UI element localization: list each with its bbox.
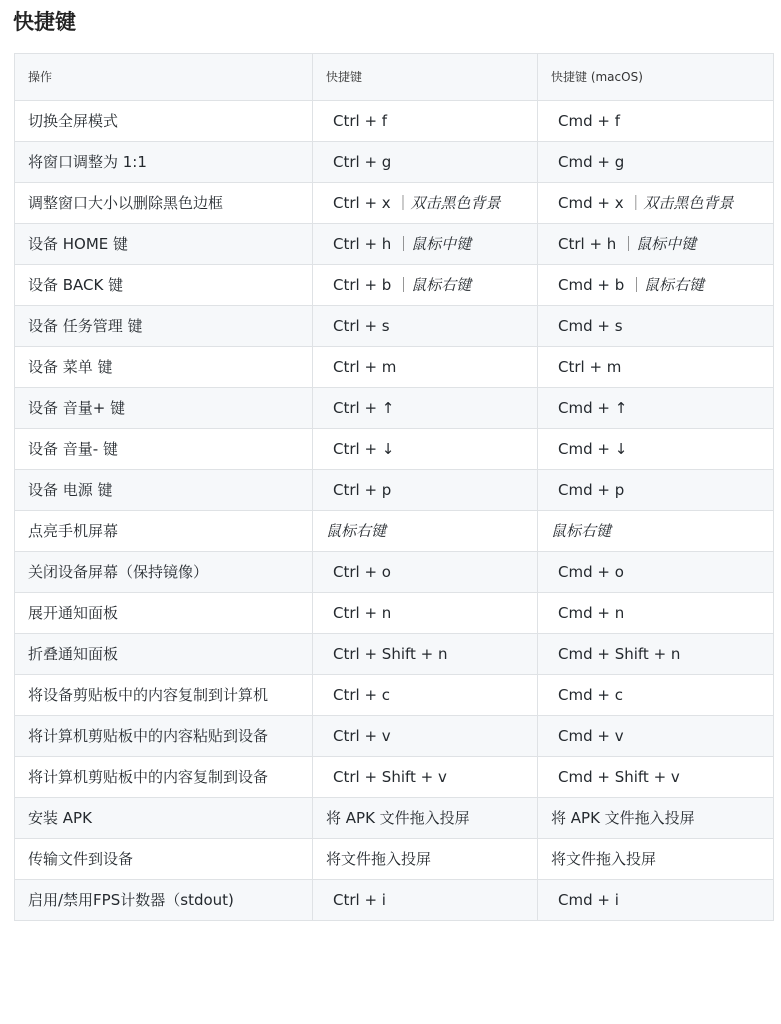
key-combo: Cmd + x	[558, 194, 624, 212]
shortcut-cell	[313, 470, 538, 511]
shortcut-macos-cell	[538, 142, 774, 183]
shortcut-cell	[313, 634, 538, 675]
key-combo: Cmd + Shift + v	[558, 768, 680, 786]
shortcut-cell	[313, 429, 538, 470]
header-shortcut: 快捷键	[313, 54, 538, 101]
mouse-action: 鼠标右键	[326, 522, 387, 540]
key-combo: Ctrl + Shift + n	[333, 645, 448, 663]
key-combo: Cmd + Shift + n	[558, 645, 681, 663]
key-combo: Ctrl + n	[333, 604, 392, 622]
key-combo: Ctrl + f	[333, 112, 388, 130]
separator: ｜	[616, 235, 637, 253]
mouse-action: 双击黑色背景	[410, 194, 501, 212]
shortcut-cell	[313, 511, 538, 552]
table-row	[15, 511, 774, 552]
mouse-action: 鼠标右键	[644, 276, 705, 294]
action-cell: 将计算机剪贴板中的内容粘贴到设备	[15, 716, 313, 757]
key-combo: Ctrl + ↓	[333, 440, 395, 458]
key-combo: Ctrl + h	[333, 235, 392, 253]
shortcut-cell	[313, 757, 538, 798]
shortcut-cell	[313, 593, 538, 634]
shortcut-cell	[313, 142, 538, 183]
mouse-action: 鼠标右键	[551, 522, 612, 540]
table-row	[15, 593, 774, 634]
table-row	[15, 183, 774, 224]
shortcut-cell	[313, 347, 538, 388]
table-row	[15, 798, 774, 839]
shortcut-cell	[313, 552, 538, 593]
key-combo: Cmd + f	[558, 112, 620, 130]
key-combo: Cmd + ↑	[558, 399, 628, 417]
shortcut-macos-cell	[538, 306, 774, 347]
table-row	[15, 347, 774, 388]
shortcut-macos-cell	[538, 265, 774, 306]
table-row	[15, 757, 774, 798]
mouse-action: 鼠标中键	[411, 235, 472, 253]
separator: ｜	[391, 235, 412, 253]
table-row	[15, 839, 774, 880]
key-combo: Ctrl + m	[558, 358, 622, 376]
key-combo: Ctrl + g	[333, 153, 392, 171]
shortcut-macos-cell	[538, 511, 774, 552]
mouse-action: 鼠标右键	[411, 276, 472, 294]
table-row	[15, 716, 774, 757]
header-shortcut-macos: 快捷键 (macOS)	[538, 54, 774, 101]
shortcut-macos-cell	[538, 880, 774, 921]
shortcut-macos-cell	[538, 757, 774, 798]
table-row	[15, 552, 774, 593]
action-cell: 调整窗口大小以删除黑色边框	[15, 183, 313, 224]
separator: ｜	[623, 194, 644, 212]
key-combo: Cmd + ↓	[558, 440, 628, 458]
key-combo: Ctrl + m	[333, 358, 397, 376]
shortcut-macos-cell	[538, 347, 774, 388]
action-cell: 将设备剪贴板中的内容复制到计算机	[15, 675, 313, 716]
action-cell: 启用/禁用FPS计数器（stdout)	[15, 880, 313, 921]
action-cell: 设备 音量+ 键	[15, 388, 313, 429]
action-cell: 安装 APK	[15, 798, 313, 839]
table-row	[15, 429, 774, 470]
table-header-row	[15, 54, 774, 101]
mouse-action: 双击黑色背景	[643, 194, 734, 212]
shortcut-macos-cell	[538, 593, 774, 634]
instruction-text: 将文件拖入投屏	[326, 850, 432, 868]
separator: ｜	[624, 276, 645, 294]
shortcut-cell	[313, 839, 538, 880]
shortcut-cell	[313, 716, 538, 757]
key-combo: Cmd + i	[558, 891, 619, 909]
action-cell: 切换全屏模式	[15, 101, 313, 142]
shortcut-cell	[313, 101, 538, 142]
shortcut-cell	[313, 183, 538, 224]
key-combo: Cmd + c	[558, 686, 623, 704]
shortcut-macos-cell	[538, 224, 774, 265]
action-cell: 设备 任务管理 键	[15, 306, 313, 347]
table-row	[15, 634, 774, 675]
shortcut-cell	[313, 675, 538, 716]
shortcut-cell	[313, 265, 538, 306]
key-combo: Ctrl + c	[333, 686, 391, 704]
page-title: 快捷键	[13, 10, 76, 34]
shortcut-macos-cell	[538, 388, 774, 429]
separator: ｜	[391, 276, 412, 294]
action-cell: 关闭设备屏幕（保持镜像）	[15, 552, 313, 593]
key-combo: Ctrl + ↑	[333, 399, 395, 417]
key-combo: Ctrl + o	[333, 563, 391, 581]
key-combo: Cmd + p	[558, 481, 625, 499]
table-row	[15, 675, 774, 716]
key-combo: Ctrl + b	[333, 276, 392, 294]
key-combo: Cmd + v	[558, 727, 624, 745]
action-cell: 点亮手机屏幕	[15, 511, 313, 552]
action-cell: 将计算机剪贴板中的内容复制到设备	[15, 757, 313, 798]
instruction-text: 将文件拖入投屏	[551, 850, 657, 868]
table-row	[15, 470, 774, 511]
key-combo: Cmd + n	[558, 604, 625, 622]
key-combo: Ctrl + h	[558, 235, 617, 253]
shortcut-cell	[313, 388, 538, 429]
action-cell: 折叠通知面板	[15, 634, 313, 675]
action-cell: 展开通知面板	[15, 593, 313, 634]
shortcut-table	[14, 53, 774, 921]
shortcut-cell	[313, 306, 538, 347]
shortcut-macos-cell	[538, 675, 774, 716]
header-action: 操作	[15, 54, 313, 101]
shortcut-macos-cell	[538, 470, 774, 511]
table-row	[15, 101, 774, 142]
shortcut-macos-cell	[538, 429, 774, 470]
key-combo: Cmd + g	[558, 153, 625, 171]
table-row	[15, 388, 774, 429]
table-row	[15, 265, 774, 306]
table-row	[15, 224, 774, 265]
table-row	[15, 880, 774, 921]
key-combo: Ctrl + x	[333, 194, 391, 212]
key-combo: Ctrl + Shift + v	[333, 768, 447, 786]
action-cell: 将窗口调整为 1:1	[15, 142, 313, 183]
shortcut-macos-cell	[538, 716, 774, 757]
key-combo: Cmd + b	[558, 276, 625, 294]
table-body	[15, 101, 774, 921]
table-row	[15, 306, 774, 347]
instruction-text: 将 APK 文件拖入投屏	[551, 809, 695, 827]
shortcut-macos-cell	[538, 101, 774, 142]
key-combo: Ctrl + p	[333, 481, 392, 499]
shortcut-cell	[313, 880, 538, 921]
table-row	[15, 142, 774, 183]
shortcut-macos-cell	[538, 552, 774, 593]
key-combo: Ctrl + i	[333, 891, 386, 909]
action-cell: 设备 音量- 键	[15, 429, 313, 470]
mouse-action: 鼠标中键	[636, 235, 697, 253]
action-cell: 设备 电源 键	[15, 470, 313, 511]
key-combo: Ctrl + v	[333, 727, 391, 745]
instruction-text: 将 APK 文件拖入投屏	[326, 809, 470, 827]
shortcut-macos-cell	[538, 634, 774, 675]
shortcut-macos-cell	[538, 183, 774, 224]
action-cell: 设备 HOME 键	[15, 224, 313, 265]
key-combo: Cmd + s	[558, 317, 623, 335]
shortcut-macos-cell	[538, 798, 774, 839]
action-cell: 设备 BACK 键	[15, 265, 313, 306]
action-cell: 设备 菜单 键	[15, 347, 313, 388]
separator: ｜	[390, 194, 411, 212]
shortcut-cell	[313, 224, 538, 265]
shortcut-cell	[313, 798, 538, 839]
key-combo: Ctrl + s	[333, 317, 390, 335]
key-combo: Cmd + o	[558, 563, 624, 581]
shortcut-macos-cell	[538, 839, 774, 880]
action-cell: 传输文件到设备	[15, 839, 313, 880]
